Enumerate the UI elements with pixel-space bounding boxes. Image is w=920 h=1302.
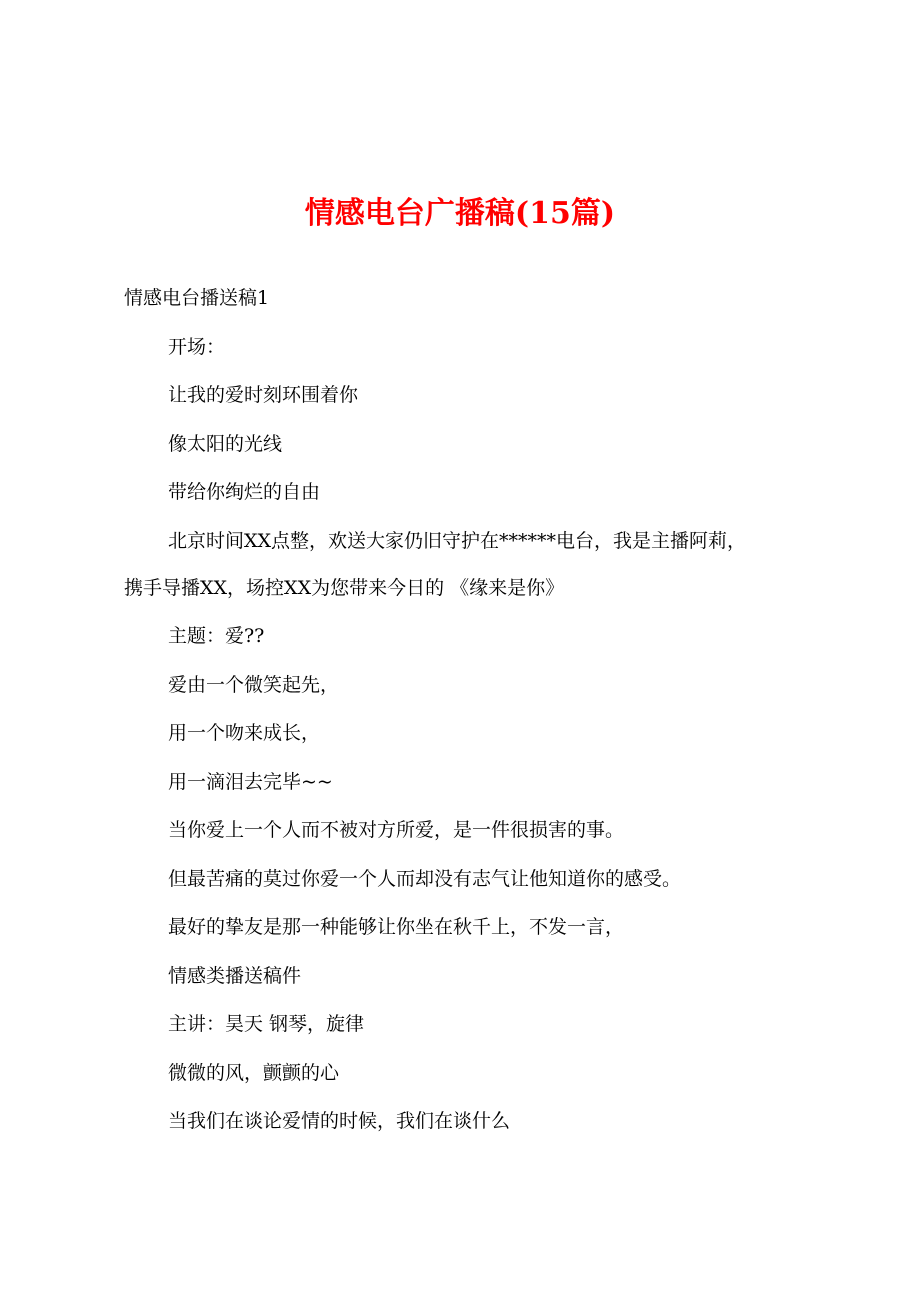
paragraph-line: 携手导播XX，场控XX为您带来今日的 《缘来是你》 [124,576,565,599]
paragraph: 用一滴泪去完毕~~ [168,770,333,793]
paragraph: 爱由一个微笑起先， [168,673,340,696]
paragraph: 微微的风，颤颤的心 [168,1061,340,1084]
paragraph: 但最苦痛的莫过你爱一个人而却没有志气让他知道你的感受。 [168,867,682,890]
paragraph: 当你爱上一个人而不被对方所爱，是一件很损害的事。 [168,819,625,841]
document-body [124,283,824,1155]
paragraph: 最好的挚友是那一种能够让你坐在秋千上，不发一言， [168,916,625,938]
paragraph-multiline [124,526,824,622]
paragraph: 主题：爱?? [168,625,265,647]
paragraph: 带给你绚烂的自由 [168,481,321,503]
paragraph: 开场： [168,335,226,358]
section-heading: 情感电台播送稿1 [124,287,270,309]
page-title: 情感电台广播稿(15篇) [304,196,616,231]
paragraph: 用一个吻来成长， [168,722,321,744]
paragraph: 主讲：昊天 钢琴，旋律 [168,1013,365,1035]
paragraph-line: 北京时间XX点整，欢送大家仍旧守护在******电台，我是主播阿莉， [168,529,747,552]
paragraph: 情感类播送稿件 [168,964,302,987]
paragraph: 像太阳的光线 [168,432,283,455]
paragraph: 让我的爱时刻环围着你 [168,384,359,406]
paragraph: 当我们在谈论爱情的时候，我们在谈什么 [168,1110,511,1132]
